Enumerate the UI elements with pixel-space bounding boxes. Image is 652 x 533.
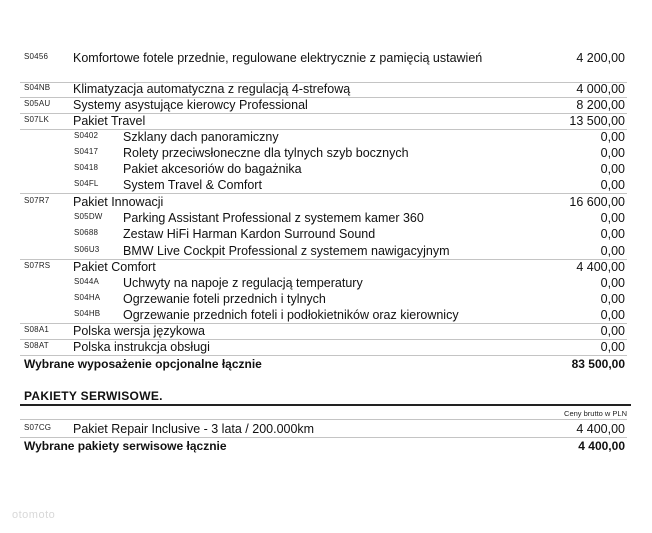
- service-row: [20, 423, 627, 438]
- option-price: 13 500,00: [569, 114, 625, 128]
- option-price: 0,00: [600, 340, 625, 354]
- service-price: 4 400,00: [576, 422, 625, 436]
- option-name: Systemy asystujące kierowcy Professional: [73, 98, 308, 112]
- watermark: otomoto: [12, 509, 56, 521]
- option-code: S0456: [24, 52, 49, 61]
- option-name: Pakiet Travel: [73, 114, 146, 128]
- equipment-subrow: [20, 179, 627, 194]
- option-price: 4 400,00: [576, 260, 625, 274]
- option-name: Parking Assistant Professional z systemem kamer 360: [123, 211, 424, 225]
- option-name: Pakiet Innowacji: [73, 195, 164, 209]
- option-price: 0,00: [600, 227, 625, 241]
- option-name: Klimatyzacja automatyczna z regulacją 4-strefową: [73, 82, 351, 96]
- equipment-subrow: [20, 131, 627, 145]
- equipment-row: [20, 99, 627, 114]
- option-code: S0418: [74, 163, 99, 172]
- option-code: S04NB: [24, 83, 51, 92]
- option-price: 0,00: [600, 178, 625, 192]
- option-code: S04FL: [74, 179, 99, 188]
- option-code: S04HB: [74, 309, 101, 318]
- option-code: S044A: [74, 277, 100, 286]
- option-code: S0402: [74, 131, 99, 140]
- option-price: 0,00: [600, 162, 625, 176]
- option-code: S05AU: [24, 99, 51, 108]
- option-name: Pakiet akcesoriów do bagażnika: [123, 162, 302, 176]
- section-title: PAKIETY SERWISOWE.: [24, 389, 163, 403]
- option-name: System Travel & Comfort: [123, 178, 262, 192]
- option-code: S06U3: [74, 245, 100, 254]
- equipment-subrow: [20, 277, 627, 291]
- equipment-row: [20, 261, 627, 275]
- equipment-total-price: 83 500,00: [571, 357, 625, 371]
- option-name: Polska wersja językowa: [73, 324, 205, 338]
- service-total-price: 4 400,00: [578, 439, 625, 453]
- equipment-subrow: [20, 309, 627, 324]
- service-code: S07CG: [24, 423, 52, 432]
- option-name: Komfortowe fotele przednie, regulowane elektrycznie z pamięcią ustawień: [73, 51, 483, 65]
- option-code: S08A1: [24, 325, 50, 334]
- option-code: S08AT: [24, 341, 49, 350]
- option-name: BMW Live Cockpit Professional z systemem nawigacyjnym: [123, 244, 450, 258]
- option-code: S07RS: [24, 261, 51, 270]
- option-code: S04HA: [74, 293, 101, 302]
- price-currency-note: Ceny brutto w PLN: [564, 409, 627, 418]
- equipment-subrow: [20, 293, 627, 307]
- option-price: 0,00: [600, 292, 625, 306]
- equipment-subrow: [20, 147, 627, 161]
- equipment-row: [20, 325, 627, 340]
- option-name: Polska instrukcja obsługi: [73, 340, 210, 354]
- equipment-row: [20, 196, 627, 210]
- option-code: S0688: [74, 228, 99, 237]
- equipment-subrow: [20, 245, 627, 260]
- option-price: 4 000,00: [576, 82, 625, 96]
- option-name: Zestaw HiFi Harman Kardon Surround Sound: [123, 227, 376, 241]
- option-price: 0,00: [600, 276, 625, 290]
- option-code: S07R7: [24, 196, 50, 205]
- service-total-label: Wybrane pakiety serwisowe łącznie: [24, 439, 227, 453]
- section-divider: [20, 404, 631, 406]
- option-code: S07LK: [24, 115, 50, 124]
- service-total-row: [20, 440, 627, 454]
- equipment-subrow: [20, 163, 627, 177]
- service-name: Pakiet Repair Inclusive - 3 lata / 200.000km: [73, 422, 315, 436]
- option-price: 0,00: [600, 146, 625, 160]
- option-price: 8 200,00: [576, 98, 625, 112]
- equipment-row: [20, 83, 627, 98]
- divider: [20, 419, 627, 420]
- option-name: Ogrzewanie foteli przednich i tylnych: [123, 292, 326, 306]
- option-code: S0417: [74, 147, 99, 156]
- option-price: 0,00: [600, 130, 625, 144]
- option-price: 0,00: [600, 308, 625, 322]
- option-name: Szklany dach panoramiczny: [123, 130, 279, 144]
- equipment-subrow: [20, 228, 627, 242]
- option-price: 4 200,00: [576, 51, 625, 65]
- option-price: 0,00: [600, 244, 625, 258]
- equipment-row: [20, 341, 627, 356]
- equipment-total-label: Wybrane wyposażenie opcjonalne łącznie: [24, 357, 262, 371]
- equipment-row: [20, 115, 627, 130]
- option-name: Pakiet Comfort: [73, 260, 156, 274]
- option-price: 0,00: [600, 324, 625, 338]
- option-code: S05DW: [74, 212, 103, 221]
- equipment-subrow: [20, 212, 627, 226]
- equipment-row: [20, 52, 627, 83]
- option-name: Ogrzewanie przednich foteli i podłokietników oraz kierownicy: [123, 308, 459, 322]
- equipment-total-row: [20, 358, 627, 372]
- option-price: 16 600,00: [569, 195, 625, 209]
- option-name: Rolety przeciwsłoneczne dla tylnych szyb bocznych: [123, 146, 409, 160]
- option-name: Uchwyty na napoje z regulacją temperatury: [123, 276, 363, 290]
- option-price: 0,00: [600, 211, 625, 225]
